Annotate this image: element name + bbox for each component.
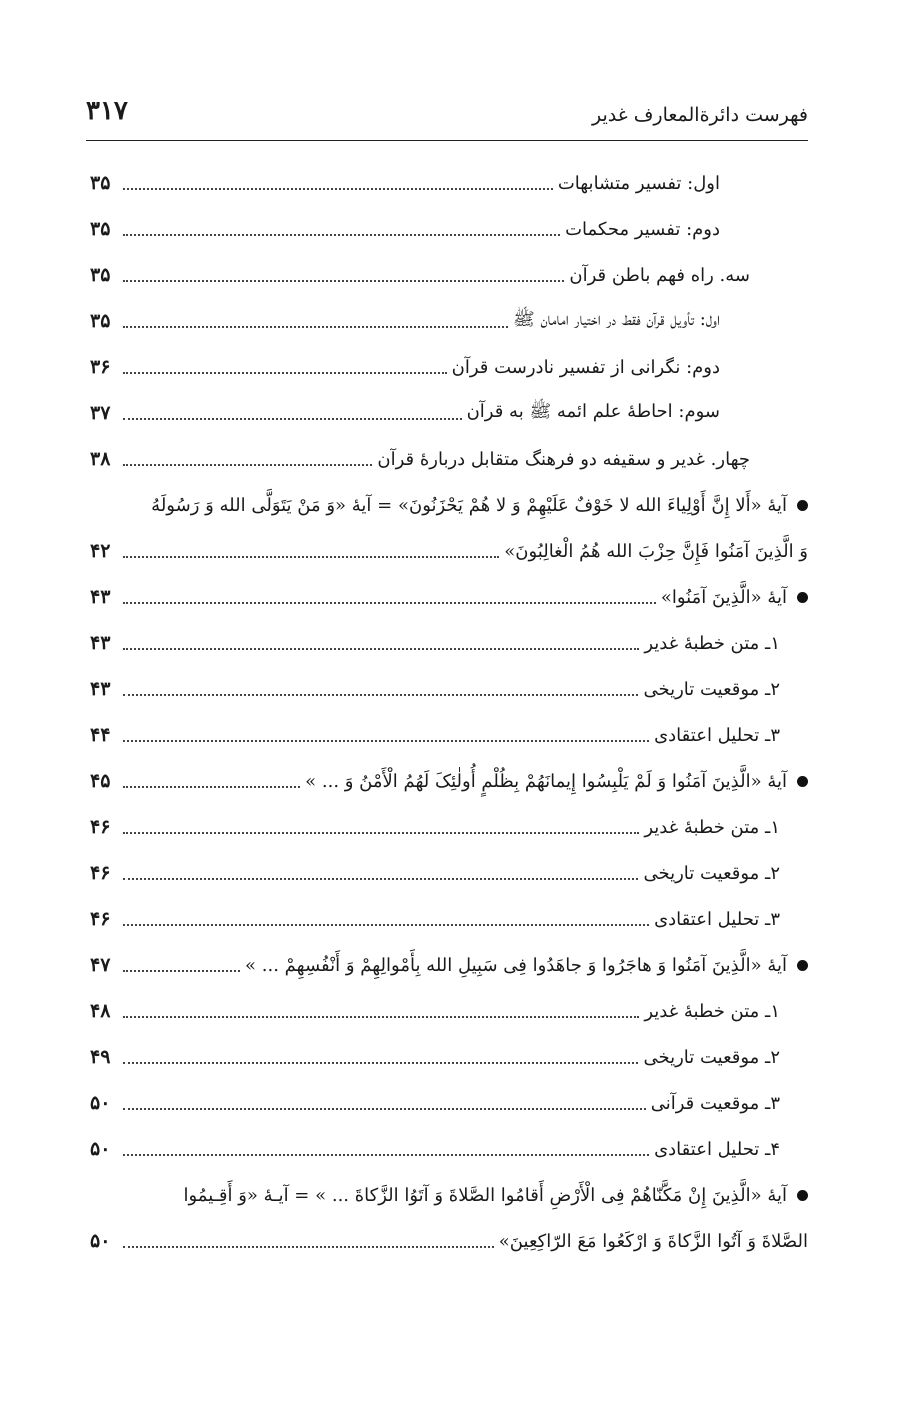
toc-entry-title: سه. راه فهم باطن قرآن: [569, 264, 750, 286]
table-of-contents: [90, 160, 808, 1264]
toc-entry-title: ۲ـ موقعیت تاریخی: [643, 1046, 780, 1068]
toc-entry-page: ۳۵: [90, 264, 111, 286]
toc-entry-title: آیهٔ «الَّذِینَ آمَنُوا وَ هاجَرُوا وَ جاهَدُوا فِی سَبِیلِ الله بِأَمْوالِهِمْ وَ أَنْفُسِهِمْ ... »: [245, 954, 787, 976]
toc-entry[interactable]: [90, 850, 808, 896]
toc-entry-title: الصَّلاةَ وَ آتُوا الزَّکاةَ وَ ارْکَعُوا مَعَ الرّاکِعِینَ»: [498, 1230, 808, 1252]
dot-leader: [123, 280, 564, 282]
toc-entry-title: ۳ـ تحلیل اعتقادی: [654, 724, 780, 746]
toc-entry-title: ۴ـ تحلیل اعتقادی: [654, 1138, 780, 1160]
bullet-icon: [797, 776, 808, 787]
toc-entry[interactable]: [90, 666, 808, 712]
toc-entry-continuation[interactable]: [90, 1218, 808, 1264]
dot-leader: [123, 234, 560, 236]
toc-entry-title: ۳ـ موقعیت قرآنی: [650, 1092, 780, 1114]
toc-entry-title: ۱ـ متن خطبهٔ غدیر: [644, 1000, 780, 1022]
toc-entry-title: سوم: احاطهٔ علم ائمه ﷺ به قرآن: [465, 400, 720, 426]
bullet-icon: [797, 592, 808, 603]
dot-leader: [123, 326, 508, 328]
toc-entry-title: ۱ـ متن خطبهٔ غدیر: [644, 816, 780, 838]
toc-entry-page: ۴۸: [90, 1000, 111, 1022]
toc-entry-page: ۴۳: [90, 586, 111, 608]
toc-entry-page: ۳۶: [90, 356, 111, 378]
toc-entry-page: ۵۰: [90, 1138, 111, 1160]
dot-leader: [123, 1108, 646, 1110]
toc-entry[interactable]: [90, 896, 808, 942]
toc-entry-page: ۳۷: [90, 402, 111, 424]
toc-entry[interactable]: [90, 160, 808, 206]
toc-entry[interactable]: [90, 436, 808, 482]
toc-entry-title: دوم: تفسیر محکمات: [565, 218, 720, 240]
toc-entry-page: ۵۰: [90, 1230, 111, 1252]
toc-entry-title: دوم: نگرانی از تفسیر نادرست قرآن: [451, 356, 720, 378]
dot-leader: [123, 464, 372, 466]
toc-entry[interactable]: [90, 1126, 808, 1172]
toc-entry[interactable]: [90, 206, 808, 252]
dot-leader: [123, 648, 639, 650]
dot-leader: [123, 786, 300, 788]
toc-entry-title: ۲ـ موقعیت تاریخی: [643, 678, 780, 700]
toc-entry-page: ۴۶: [90, 862, 111, 884]
toc-entry-title: ۳ـ تحلیل اعتقادی: [654, 908, 780, 930]
toc-entry-page: ۴۳: [90, 632, 111, 654]
toc-entry-page: ۴۹: [90, 1046, 111, 1068]
toc-entry-page: ۳۵: [90, 310, 111, 332]
toc-entry-page: ۴۶: [90, 908, 111, 930]
dot-leader: [123, 1246, 494, 1248]
toc-entry-page: ۴۴: [90, 724, 111, 746]
toc-entry-page: ۴۲: [90, 540, 111, 562]
toc-entry-title: ۱ـ متن خطبهٔ غدیر: [644, 632, 780, 654]
toc-entry-title: وَ الَّذِینَ آمَنُوا فَإِنَّ حِزْبَ الله هُمُ الْغالِبُونَ»: [504, 540, 808, 562]
toc-entry[interactable]: [90, 252, 808, 298]
bullet-icon: [797, 500, 808, 511]
running-title: فهرست دائرةالمعارف غدیر: [591, 104, 808, 126]
toc-entry-page: ۴۳: [90, 678, 111, 700]
page-header: [86, 92, 808, 141]
toc-entry-title: آیهٔ «أَلا إِنَّ أَوْلِیاءَ الله لا خَوْفٌ عَلَیْهِمْ وَ لا هُمْ یَحْزَنُونَ» = آیهٔ «وَ مَنْ یَتَوَلَّی الله وَ رَسُولَهُ: [151, 494, 787, 516]
toc-entry-page: ۴۵: [90, 770, 111, 792]
toc-entry-page: ۴۷: [90, 954, 111, 976]
page-number: ۳۱۷: [86, 96, 128, 126]
toc-entry-title: اول: تفسیر متشابهات: [557, 172, 720, 194]
toc-entry[interactable]: [90, 942, 808, 988]
toc-entry[interactable]: [90, 988, 808, 1034]
toc-entry-page: ۳۵: [90, 172, 111, 194]
dot-leader: [123, 970, 240, 972]
toc-entry-page: ۳۸: [90, 448, 111, 470]
dot-leader: [123, 602, 656, 604]
dot-leader: [123, 924, 649, 926]
dot-leader: [123, 832, 639, 834]
dot-leader: [123, 1016, 639, 1018]
dot-leader: [123, 694, 638, 696]
dot-leader: [123, 188, 553, 190]
toc-entry-page: ۵۰: [90, 1092, 111, 1114]
toc-entry[interactable]: [90, 620, 808, 666]
toc-entry-title: آیهٔ «الَّذِینَ آمَنُوا وَ لَمْ یَلْبِسُوا إِیمانَهُمْ بِظُلْمٍ أُولٰئِکَ لَهُمُ الْأَمْنُ وَ ... »: [305, 770, 787, 792]
toc-entry-title: آیهٔ «الَّذِینَ إِنْ مَکَّنّاهُمْ فِی الْأَرْضِ أَقامُوا الصَّلاةَ وَ آتَوُا الزَّکاةَ ... » = آیـهٔ «وَ أَقِـیمُوا: [183, 1184, 787, 1206]
toc-entry-title: آیهٔ «الَّذِینَ آمَنُوا»: [660, 586, 787, 608]
toc-entry-title: اول: تأویل قرآن فقط در اختیار امامان ﷺ: [511, 308, 720, 334]
toc-entry-page: ۳۵: [90, 218, 111, 240]
toc-entry-title: ۲ـ موقعیت تاریخی: [643, 862, 780, 884]
bullet-icon: [797, 1190, 808, 1201]
bullet-icon: [797, 960, 808, 971]
dot-leader: [123, 1062, 638, 1064]
toc-entry[interactable]: [90, 804, 808, 850]
dot-leader: [123, 878, 638, 880]
toc-entry[interactable]: [90, 1080, 808, 1126]
toc-entry[interactable]: [90, 344, 808, 390]
toc-entry[interactable]: [90, 482, 808, 528]
toc-entry[interactable]: [90, 1172, 808, 1218]
dot-leader: [123, 418, 462, 420]
toc-entry[interactable]: [90, 1034, 808, 1080]
toc-entry[interactable]: [90, 298, 808, 344]
toc-entry[interactable]: [90, 390, 808, 436]
toc-entry[interactable]: [90, 758, 808, 804]
dot-leader: [123, 372, 447, 374]
toc-entry[interactable]: [90, 574, 808, 620]
dot-leader: [123, 740, 649, 742]
toc-entry[interactable]: [90, 712, 808, 758]
dot-leader: [123, 1154, 649, 1156]
toc-entry-page: ۴۶: [90, 816, 111, 838]
toc-entry-continuation[interactable]: [90, 528, 808, 574]
toc-entry-title: چهار. غدیر و سقیفه دو فرهنگ متقابل دربارهٔ قرآن: [377, 448, 750, 470]
dot-leader: [123, 556, 499, 558]
